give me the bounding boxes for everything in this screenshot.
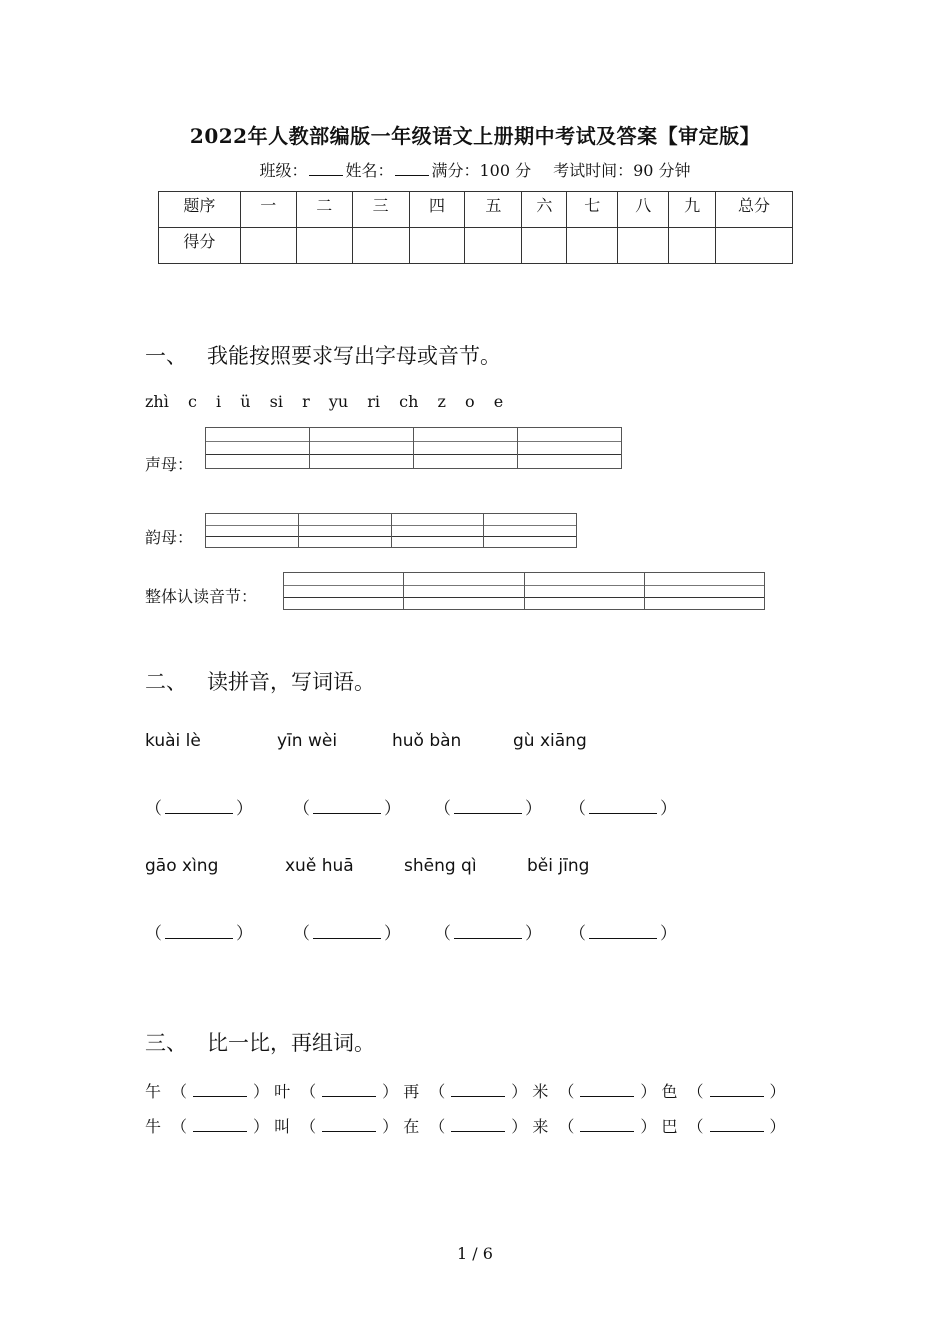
- pinyin-word: xuě huā: [285, 856, 354, 876]
- page-number: 1 / 6: [457, 1244, 493, 1263]
- score-header-cell: 七: [567, 192, 618, 228]
- compare-blank[interactable]: [710, 1084, 764, 1097]
- answer-blank[interactable]: （ ）: [434, 799, 542, 819]
- score-cell[interactable]: [618, 228, 669, 264]
- syllable-list: [145, 392, 517, 411]
- syllable: z: [437, 392, 446, 411]
- name-blank[interactable]: [395, 161, 429, 176]
- pinyin-word: yīn wèi: [277, 731, 338, 751]
- section1-title: 我能按照要求写出字母或音节。: [207, 344, 501, 368]
- writing-cell[interactable]: [392, 514, 485, 547]
- compare-blank[interactable]: [322, 1084, 376, 1097]
- score-cell[interactable]: [409, 228, 465, 264]
- syllable: ch: [399, 392, 419, 411]
- score-cell[interactable]: [352, 228, 409, 264]
- page-title: 2022年人教部编版一年级语文上册期中考试及答案【审定版】: [189, 124, 761, 148]
- exam-time: 考试时间：90 分钟: [553, 161, 691, 180]
- writing-cell[interactable]: [414, 428, 518, 468]
- compare-row-1: [145, 1079, 786, 1102]
- section2-number: 二、: [145, 670, 187, 694]
- score-header-cell: 一: [240, 192, 296, 228]
- shengmu-label: 声母：: [145, 455, 194, 474]
- score-cell[interactable]: [567, 228, 618, 264]
- score-header-cell: 题序: [159, 192, 241, 228]
- pinyin-word: huǒ bàn: [392, 731, 462, 751]
- compare-row-2: [145, 1114, 786, 1137]
- zhengti-label: 整体认读音节：: [145, 587, 258, 606]
- compare-blank[interactable]: [580, 1084, 634, 1097]
- score-header-row: [159, 192, 793, 228]
- section3-number: 三、: [145, 1031, 187, 1055]
- answer-blank[interactable]: （ ）: [293, 799, 401, 819]
- writing-cell[interactable]: [525, 573, 645, 609]
- score-header-cell: 九: [669, 192, 716, 228]
- pinyin-word: gù xiāng: [513, 731, 587, 751]
- answer-blank[interactable]: （ ）: [293, 924, 401, 944]
- score-cell[interactable]: [669, 228, 716, 264]
- syllable: r: [302, 392, 310, 411]
- compare-blank[interactable]: [451, 1084, 505, 1097]
- score-header-cell: 六: [522, 192, 567, 228]
- section3-heading: [145, 1027, 375, 1057]
- syllable: e: [493, 392, 504, 411]
- syllable: ri: [367, 392, 381, 411]
- compare-item: 叶 （ ）: [274, 1082, 399, 1101]
- compare-item: 在 （ ）: [403, 1117, 528, 1136]
- answer-blank[interactable]: （ ）: [569, 924, 677, 944]
- section1-heading: [145, 340, 501, 370]
- pinyin-word: gāo xìng: [145, 856, 219, 876]
- compare-item: 来 （ ）: [532, 1117, 657, 1136]
- score-cell[interactable]: [240, 228, 296, 264]
- syllable: yu: [328, 392, 349, 411]
- compare-item: 色 （ ）: [661, 1082, 786, 1101]
- score-header-cell: 四: [409, 192, 465, 228]
- syllable: zhì: [145, 392, 169, 411]
- section2-heading: [145, 666, 375, 696]
- writing-cell[interactable]: [645, 573, 764, 609]
- writing-cell[interactable]: [206, 428, 310, 468]
- score-header-cell: 八: [618, 192, 669, 228]
- yunmu-label: 韵母：: [145, 528, 194, 547]
- compare-blank[interactable]: [322, 1119, 376, 1132]
- compare-item: 午 （ ）: [145, 1082, 270, 1101]
- exam-info: [0, 158, 950, 181]
- compare-item: 叫 （ ）: [274, 1117, 399, 1136]
- name-label: 姓名：: [345, 161, 394, 180]
- answer-blank[interactable]: （ ）: [145, 799, 253, 819]
- score-table: [158, 191, 793, 264]
- score-header-cell: 二: [296, 192, 352, 228]
- score-row-label: 得分: [159, 228, 241, 264]
- zhengti-writing-grid[interactable]: [283, 572, 765, 610]
- answer-blank[interactable]: （ ）: [434, 924, 542, 944]
- score-value-row: [159, 228, 793, 264]
- full-score: 满分：100 分: [431, 161, 532, 180]
- writing-cell[interactable]: [206, 514, 299, 547]
- syllable: ü: [240, 392, 251, 411]
- score-header-cell: 总分: [716, 192, 793, 228]
- compare-item: 牛 （ ）: [145, 1117, 270, 1136]
- writing-cell[interactable]: [299, 514, 392, 547]
- syllable: i: [216, 392, 222, 411]
- answer-blank[interactable]: （ ）: [145, 924, 253, 944]
- class-label: 班级：: [259, 161, 308, 180]
- compare-blank[interactable]: [193, 1084, 247, 1097]
- section2-title: 读拼音，写词语。: [207, 670, 375, 694]
- writing-cell[interactable]: [310, 428, 414, 468]
- shengmu-writing-grid[interactable]: [205, 427, 622, 469]
- compare-item: 再 （ ）: [403, 1082, 528, 1101]
- syllable: si: [269, 392, 283, 411]
- pinyin-word: shēng qì: [404, 856, 477, 876]
- writing-cell[interactable]: [284, 573, 404, 609]
- score-cell[interactable]: [465, 228, 522, 264]
- pinyin-word: běi jīng: [527, 856, 590, 876]
- score-header-cell: 五: [465, 192, 522, 228]
- syllable: o: [465, 392, 475, 411]
- compare-blank[interactable]: [193, 1119, 247, 1132]
- syllable: c: [187, 392, 197, 411]
- compare-blank[interactable]: [580, 1119, 634, 1132]
- compare-blank[interactable]: [451, 1119, 505, 1132]
- score-cell[interactable]: [296, 228, 352, 264]
- section1-number: 一、: [145, 344, 187, 368]
- writing-cell[interactable]: [518, 428, 621, 468]
- score-cell[interactable]: [522, 228, 567, 264]
- answer-blank[interactable]: （ ）: [569, 799, 677, 819]
- yunmu-writing-grid[interactable]: [205, 513, 577, 548]
- writing-cell[interactable]: [404, 573, 524, 609]
- score-cell[interactable]: [716, 228, 793, 264]
- compare-blank[interactable]: [710, 1119, 764, 1132]
- writing-cell[interactable]: [484, 514, 576, 547]
- section3-title: 比一比，再组词。: [207, 1031, 375, 1055]
- score-header-cell: 三: [352, 192, 409, 228]
- pinyin-word: kuài lè: [145, 731, 201, 751]
- compare-item: 巴 （ ）: [661, 1117, 786, 1136]
- compare-item: 米 （ ）: [532, 1082, 657, 1101]
- class-blank[interactable]: [309, 161, 343, 176]
